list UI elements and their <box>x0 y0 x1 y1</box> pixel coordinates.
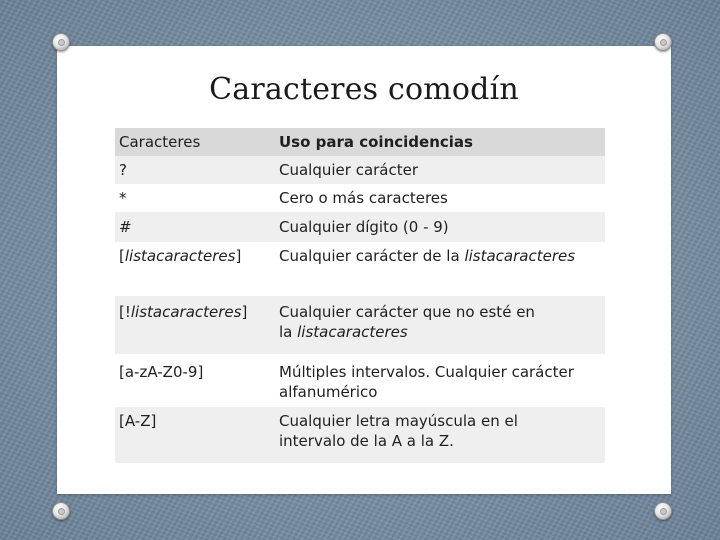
table-row <box>115 156 605 184</box>
wildcard-table <box>115 128 605 463</box>
row-use <box>273 242 605 296</box>
use-emphasis: listacaracteres <box>464 247 576 265</box>
table-row <box>115 212 605 242</box>
row-use: Cero o más caracteres <box>273 184 605 212</box>
char-prefix: [! <box>119 303 131 321</box>
row-use <box>273 296 605 354</box>
char-prefix: [ <box>119 247 125 265</box>
table-row <box>115 242 605 296</box>
row-char: [A-Z] <box>115 407 273 463</box>
table-row <box>115 296 605 354</box>
use-line1: Cualquier letra mayúscula en el <box>279 412 518 430</box>
char-suffix: ] <box>235 247 242 265</box>
pushpin-icon <box>52 33 70 51</box>
char-suffix: ] <box>241 303 248 321</box>
use-line1: Múltiples intervalos. Cualquier carácter <box>279 363 574 381</box>
use-line1: Cualquier carácter que no esté en <box>279 303 535 321</box>
table-row <box>115 184 605 212</box>
use-line2: alfanumérico <box>279 383 378 401</box>
use-line2: intervalo de la A a la Z. <box>279 432 454 450</box>
header-characters: Caracteres <box>115 128 273 156</box>
table-row <box>115 354 605 407</box>
header-usage: Uso para coincidencias <box>273 128 605 156</box>
char-emphasis: listacaracteres <box>124 247 236 265</box>
use-prefix: Cualquier carácter de la <box>279 247 465 265</box>
use-emphasis: listacaracteres <box>297 323 408 341</box>
row-use: Cualquier dígito (0 - 9) <box>273 212 605 242</box>
use-line2-prefix: la <box>279 323 298 341</box>
table-row <box>115 407 605 463</box>
row-char: # <box>115 212 273 242</box>
row-use <box>273 407 605 463</box>
row-char: ? <box>115 156 273 184</box>
row-char: * <box>115 184 273 212</box>
pushpin-icon <box>654 33 672 51</box>
pushpin-icon <box>52 502 70 520</box>
row-use: Cualquier carácter <box>273 156 605 184</box>
char-emphasis: listacaracteres <box>130 303 242 321</box>
pushpin-icon <box>654 502 672 520</box>
row-char <box>115 296 273 354</box>
row-use <box>273 354 605 407</box>
row-char <box>115 242 273 296</box>
table-header-row <box>115 128 605 156</box>
slide-title: Caracteres comodín <box>209 72 519 107</box>
row-char: [a-zA-Z0-9] <box>115 354 273 407</box>
